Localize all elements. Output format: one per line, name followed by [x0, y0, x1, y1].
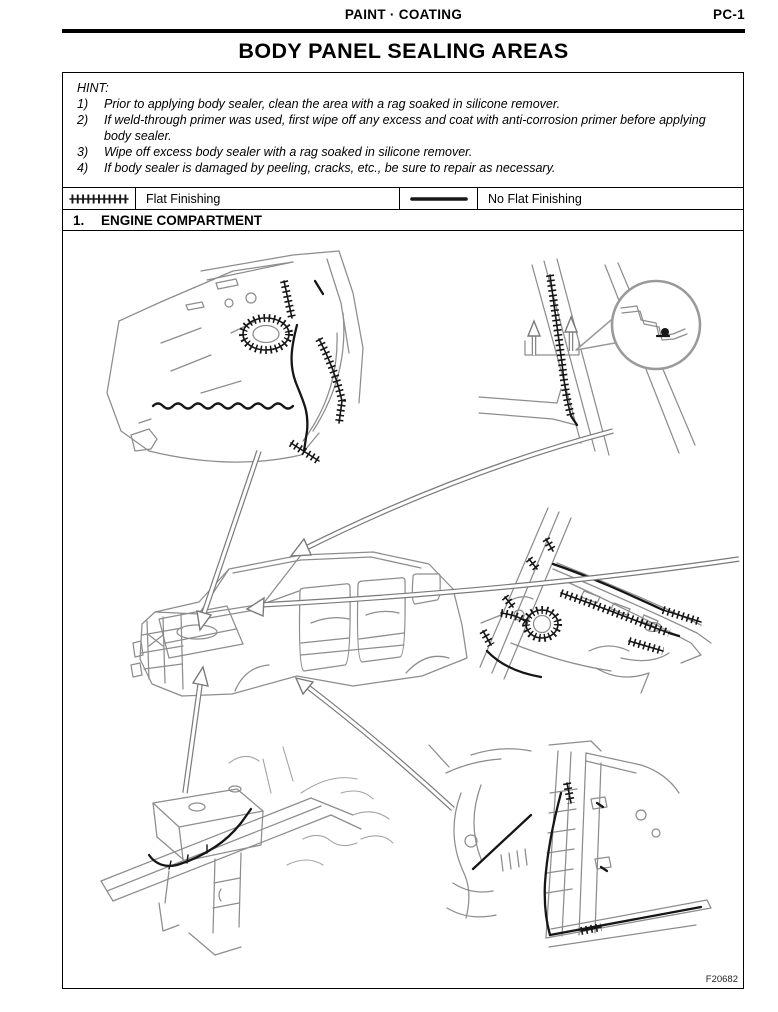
hint-item-text: If body sealer is damaged by peeling, cracks, etc., be sure to repair as necessary. [104, 161, 556, 175]
hint-item-number: 2) [77, 113, 89, 127]
car-body-overview-drawing [131, 552, 467, 696]
hint-item-text: Prior to applying body sealer, clean the area with a rag soaked in silicone remover. [104, 97, 561, 111]
arrow-engine-corner-to-bay-icon [197, 451, 259, 630]
hint-item [77, 160, 729, 176]
up-arrow-icon [528, 321, 540, 355]
page-code: PC-1 [713, 7, 745, 22]
figure-code: F20682 [705, 974, 738, 985]
hint-item-number: 3) [77, 145, 89, 159]
cowl-side-panel-drawing [480, 508, 711, 693]
flat-finishing-label: Flat Finishing [146, 191, 221, 206]
section-header-row [63, 209, 743, 230]
section-title: ENGINE COMPARTMENT [101, 212, 262, 228]
sealer-cross-section-inset [576, 281, 700, 369]
arrow-pillar-seam-to-roof-icon [291, 431, 613, 556]
front-hinge-pillar-drawing [429, 741, 711, 947]
arrow-pillar-to-rocker-icon [296, 678, 453, 809]
hint-item-text: If weld-through primer was used, first wipe off any excess and coat with anti-corrosion primer before applying body sealer. [104, 113, 706, 143]
figure-box [63, 230, 743, 988]
body-sealing-illustration [63, 231, 743, 988]
manual-section-name: PAINT · COATING [344, 7, 463, 22]
hint-item-number: 1) [77, 97, 89, 111]
hint-item [77, 96, 729, 112]
front-frame-bracket-drawing [101, 747, 393, 955]
hint-item-number: 4) [77, 161, 89, 175]
header-rule [62, 29, 745, 33]
flat-finishing-symbol [63, 188, 136, 209]
hint-item-text: Wipe off excess body sealer with a rag soaked in silicone remover. [104, 145, 473, 159]
solid-line-icon [408, 193, 470, 205]
legend-row [63, 187, 743, 209]
content-table [62, 72, 744, 989]
hint-item [77, 112, 729, 144]
hatched-line-icon [67, 193, 131, 205]
page-header [62, 7, 745, 27]
arrow-frame-to-front-icon [185, 667, 208, 793]
no-flat-finishing-label: No Flat Finishing [488, 191, 582, 206]
windshield-pillar-seam-drawing [479, 259, 700, 455]
hint-item [77, 144, 729, 160]
no-flat-finishing-symbol [399, 188, 478, 209]
hint-label: HINT: [77, 81, 109, 95]
hint-box [63, 73, 743, 187]
engine-compartment-corner-drawing [107, 251, 363, 462]
section-number: 1. [73, 212, 85, 228]
page-title: BODY PANEL SEALING AREAS [238, 39, 569, 63]
